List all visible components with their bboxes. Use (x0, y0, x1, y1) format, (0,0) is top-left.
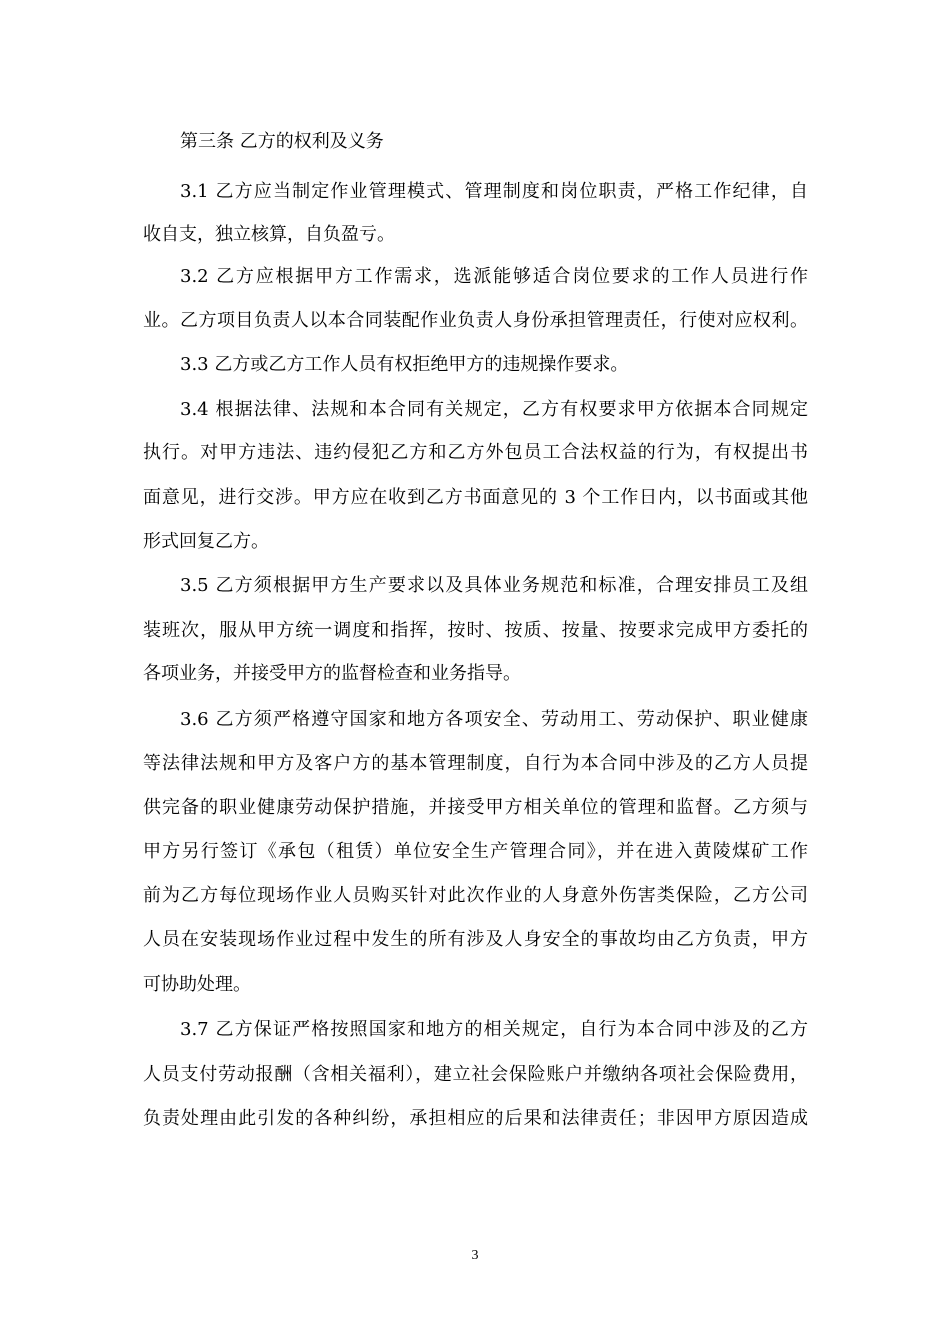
text-line: 负责处理由此引发的各种纠纷，承担相应的后果和法律责任；非因甲方原因造成 (143, 1108, 808, 1129)
text-line: 3.3 乙方或乙方工作人员有权拒绝甲方的违规操作要求。 (180, 354, 629, 375)
page-number: 3 (471, 1248, 479, 1263)
text-line: 收自支，独立核算，自负盈亏。 (143, 224, 395, 245)
text-line: 供完备的职业健康劳动保护措施，并接受甲方相关单位的管理和监督。乙方须与 (143, 797, 808, 818)
text-line: 可协助处理。 (143, 974, 251, 995)
text-line: 3.1 乙方应当制定作业管理模式、管理制度和岗位职责，严格工作纪律，自 (180, 181, 808, 202)
text-line: 3.5 乙方须根据甲方生产要求以及具体业务规范和标准，合理安排员工及组 (180, 575, 808, 596)
text-line: 业。乙方项目负责人以本合同装配作业负责人身份承担管理责任，行使对应权利。 (143, 310, 808, 331)
text-line: 3.4 根据法律、法规和本合同有关规定，乙方有权要求甲方依据本合同规定 (180, 399, 808, 420)
text-line: 人员在安装现场作业过程中发生的所有涉及人身安全的事故均由乙方负责，甲方 (143, 929, 808, 950)
text-line: 装班次，服从甲方统一调度和指挥，按时、按质、按量、按要求完成甲方委托的 (143, 620, 808, 641)
text-line: 3.6 乙方须严格遵守国家和地方各项安全、劳动用工、劳动保护、职业健康 (180, 709, 808, 730)
text-line: 前为乙方每位现场作业人员购买针对此次作业的人身意外伤害类保险，乙方公司 (143, 885, 808, 906)
text-line: 各项业务，并接受甲方的监督检查和业务指导。 (143, 663, 521, 684)
text-line: 形式回复乙方。 (143, 531, 269, 552)
text-line: 3.2 乙方应根据甲方工作需求，选派能够适合岗位要求的工作人员进行作 (180, 266, 808, 287)
text-line: 执行。对甲方违法、违约侵犯乙方和乙方外包员工合法权益的行为，有权提出书 (143, 442, 808, 463)
text-line: 等法律法规和甲方及客户方的基本管理制度，自行为本合同中涉及的乙方人员提 (143, 753, 808, 774)
text-line: 面意见，进行交涉。甲方应在收到乙方书面意见的 3 个工作日内，以书面或其他 (143, 487, 808, 508)
text-line: 人员支付劳动报酬（含相关福利），建立社会保险账户并缴纳各项社会保险费用， (143, 1064, 808, 1085)
text-line: 甲方另行签订《承包（租赁）单位安全生产管理合同》，并在进入黄陵煤矿工作 (143, 841, 808, 862)
text-line: 3.7 乙方保证严格按照国家和地方的相关规定，自行为本合同中涉及的乙方 (180, 1019, 808, 1040)
section-heading: 第三条 乙方的权利及义务 (180, 131, 384, 152)
